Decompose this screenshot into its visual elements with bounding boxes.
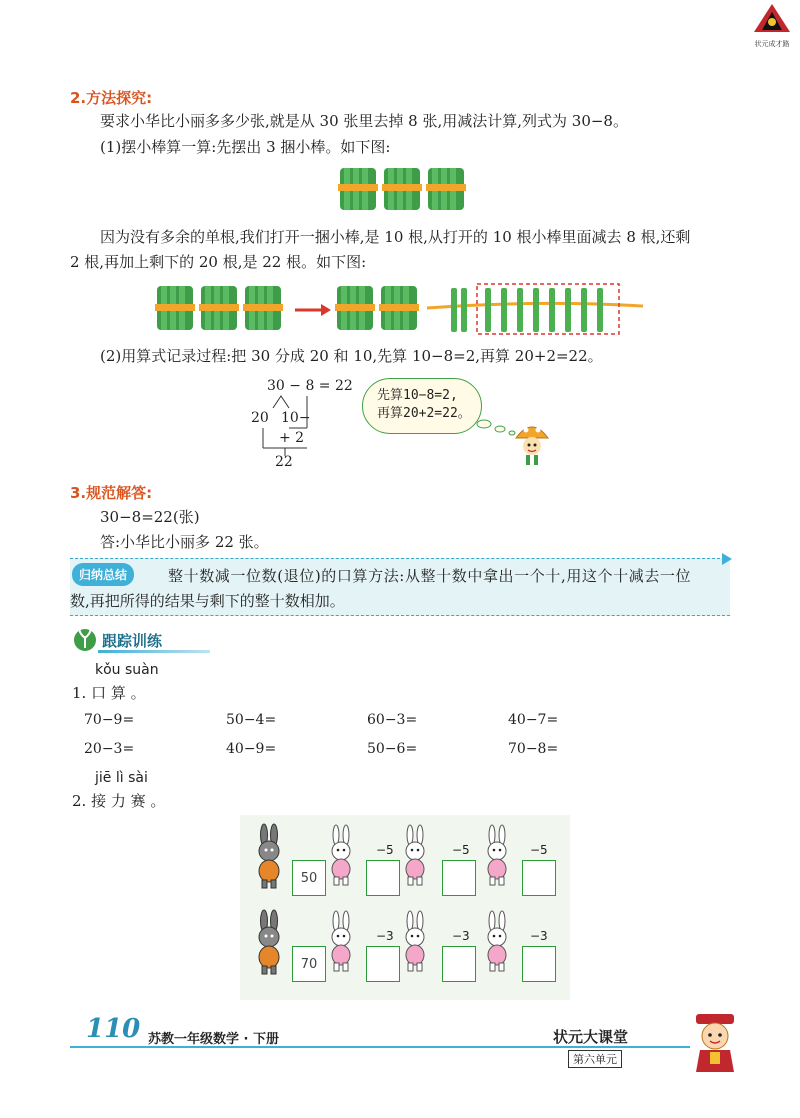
section2-heading: 2.方法探究: (70, 89, 153, 107)
training-title-underline (98, 650, 210, 653)
summary-line2: 数,再把所得的结果与剩下的整十数相加。 (70, 592, 345, 610)
q2-label: 2. 接 力 赛 。 (72, 792, 166, 810)
page-number: 110 (86, 1014, 141, 1044)
brand-logo (752, 2, 792, 46)
q1-row1-item4: 40−7= (508, 712, 559, 728)
q2-pinyin: jiē lì sài (95, 770, 148, 786)
q1-row1-item1: 70−9= (84, 712, 135, 728)
relay1-start-value: 50 (300, 870, 318, 886)
section3-heading: 3.规范解答: (70, 484, 153, 502)
stick-subtraction-illustration (155, 282, 645, 342)
sprout-icon (72, 626, 98, 652)
relay1-answer-box-1[interactable] (366, 860, 400, 896)
q1-row1-item2: 50−4= (226, 712, 277, 728)
calc-split-left: 20 (251, 410, 269, 426)
section2-step1: (1)摆小棒算一算:先摆出 3 捆小棒。如下图: (100, 138, 391, 156)
summary-line1: 整十数减一位数(退位)的口算方法:从整十数中拿出一个十,用这个十减去一位 (168, 567, 692, 585)
relay-rabbits-icon (240, 815, 570, 1000)
relay1-step-2: −5 (452, 843, 470, 857)
triangle-marker-icon (722, 553, 732, 565)
footer-unit: 第六单元 (568, 1050, 622, 1068)
calc-split-right: 10− (281, 410, 311, 426)
section2-step2: (2)用算式记录过程:把 30 分成 20 和 10,先算 10−8=2,再算 20+2=22。 (100, 347, 603, 365)
section2-explain-line1: 因为没有多余的单根,我们打开一捆小棒,是 10 根,从打开的 10 根小棒里面减去 8 根,还剩 (100, 228, 691, 246)
calc-diagram (245, 376, 355, 470)
relay1-step-1: −5 (376, 843, 394, 857)
mushroom-mascot-icon (512, 418, 552, 468)
footer-brand: 状元大课堂 (553, 1028, 629, 1046)
q1-row2-item3: 50−6= (367, 741, 418, 757)
footer-book-title: 苏教一年级数学 · 下册 (148, 1032, 279, 1047)
relay2-answer-box-3[interactable] (522, 946, 556, 982)
thought-bubble (362, 378, 482, 434)
relay1-answer-box-2[interactable] (442, 860, 476, 896)
section2-explain-line2: 2 根,再加上剩下的 20 根,是 22 根。如下图: (70, 253, 367, 271)
relay1-answer-box-3[interactable] (522, 860, 556, 896)
relay2-step-1: −3 (376, 929, 394, 943)
relay2-answer-box-2[interactable] (442, 946, 476, 982)
q1-row2-item1: 20−3= (84, 741, 135, 757)
mountain-logo-icon (752, 2, 792, 34)
calc-equation: 30 − 8 = 22 (267, 378, 353, 394)
relay-area (240, 815, 570, 1000)
relay1-step-3: −5 (530, 843, 548, 857)
section3-formula: 30−8=22(张) (100, 508, 200, 526)
section3-answer: 答:小华比小丽多 22 张。 (100, 533, 269, 551)
q1-row1-item3: 60−3= (367, 712, 418, 728)
section2-intro: 要求小华比小丽多多少张,就是从 30 张里去掉 8 张,用减法计算,列式为 30−8。 (100, 112, 628, 130)
q1-label: 1. 口 算 。 (72, 684, 146, 702)
scholar-mascot-icon (690, 1010, 740, 1074)
bubble-line1: 先算10−8=2, (377, 388, 458, 403)
calc-plus-line: + 2 (279, 430, 305, 446)
training-title: 跟踪训练 (102, 632, 163, 650)
relay1-start-box (292, 860, 326, 896)
relay2-step-3: −3 (530, 929, 548, 943)
relay2-step-2: −3 (452, 929, 470, 943)
relay2-start-value: 70 (300, 956, 318, 972)
logo-caption: 状元成才路 (754, 40, 790, 48)
stick-bundle-icon (338, 164, 468, 214)
q1-row2-item2: 40−9= (226, 741, 277, 757)
calc-result: 22 (275, 454, 293, 470)
summary-badge: 归纳总结 (72, 563, 134, 586)
stick-subtraction-icon (155, 282, 645, 338)
q1-pinyin: kǒu suàn (95, 662, 159, 678)
bubble-line2: 再算20+2=22。 (377, 406, 471, 421)
stick-bundles-three (338, 164, 468, 218)
relay2-answer-box-1[interactable] (366, 946, 400, 982)
q1-row2-item4: 70−8= (508, 741, 559, 757)
relay2-start-box (292, 946, 326, 982)
